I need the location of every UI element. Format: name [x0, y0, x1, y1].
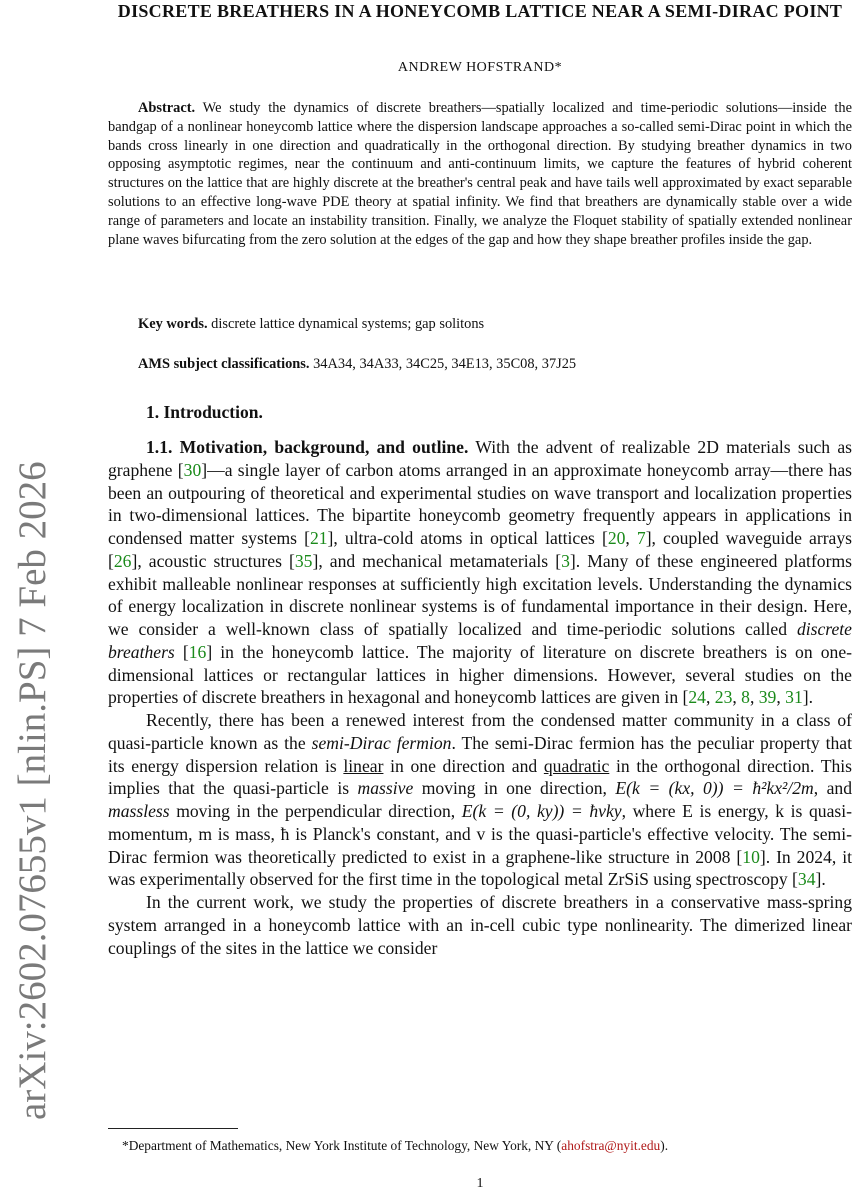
abstract-label: Abstract. — [138, 100, 196, 116]
citation-link[interactable]: 7 — [636, 528, 646, 548]
abstract-text: We study the dynamics of discrete breathers—spatially localized and time-periodic solutions—inside the bandgap of a nonlinear honeycomb lattice where the dispersion landscape approaches a so-called semi-Dirac point in which the bands cross linearly in one direction and quadratically in the orthogonal direction. By studying breather dynamics in two opposing asymptotic regimes, near the continuum and anti-continuum limits, we capture the features of hybrid coherent structures on the lattice that are highly discrete at the breather's central peak and have tails well approximated by exact separable solutions to an effective long-wave PDE theory at spatial infinity. We find that breathers are dynamically stable over a wide range of parameters and locate an instability transition. Finally, we analyze the Floquet stability of spatially extended nonlinear plane waves bifurcating from the zero solution at the edges of the gap and how they shape breather profiles inside the gap. — [108, 100, 852, 248]
page-number: 1 — [476, 1176, 484, 1191]
citation-link[interactable]: 24 — [688, 687, 706, 708]
email-link[interactable]: ahofstra@nyit.edu — [561, 1138, 661, 1153]
subsection-heading: 1.1. Motivation, background, and outline. — [146, 437, 469, 457]
paragraph-2: Recently, there has been a renewed interest from the condensed matter community in a class of quasi-particle known as the semi-Dirac fermion. The semi-Dirac fermion has the peculiar property that its energy dispersion relation is linear in one direction and quadratic in the orthogonal direction. This implies that the quasi-particle is massive moving in one direction, E(k = (kx, 0)) = ħ²kx²/2m, and massless moving in the perpendicular direction, E(k = (0, ky)) = ħvky, where E is energy, k is quasi-momentum, m is mass, ħ is Planck's constant, and v is the quasi-particle's effective velocity. The semi-Dirac fermion was theoretically predicted to exist in a graphene-like structure in 2008 [10]. In 2024, it was experimentally observed for the first time in the topological metal ZrSiS using spectroscopy [34]. — [108, 710, 852, 890]
ams-label: AMS subject classifications. — [138, 356, 310, 372]
footnote: *Department of Mathematics, New York Institute of Technology, New York, NY (ahofstra@nyit.edu). — [122, 1138, 669, 1153]
citation-link[interactable]: 3 — [561, 550, 570, 571]
footnote-rule — [108, 1128, 238, 1129]
citation-link[interactable]: 10 — [742, 846, 760, 867]
keywords-text: discrete lattice dynamical systems; gap solitons — [211, 316, 485, 332]
paragraph-3: In the current work, we study the properties of discrete breathers in a conservative mass-spring system arranged in a honeycomb lattice with an in-cell cubic type nonlinearity. The dimerized linear couplings of the sites in the lattice we consider — [108, 892, 852, 958]
emphasis: massless — [108, 801, 170, 821]
arxiv-stamp-text: arXiv:2602.07655v1 [nlin.PS] 7 Feb 2026 — [11, 461, 54, 1120]
paper-title: DISCRETE BREATHERS IN A HONEYCOMB LATTICE NEAR A SEMI-DIRAC POINT — [117, 1, 843, 21]
citation-link[interactable]: 35 — [294, 550, 313, 571]
author-name: ANDREW HOFSTRAND* — [397, 60, 563, 75]
underlined-word: quadratic — [543, 755, 610, 776]
emphasis: massive — [357, 778, 414, 799]
section-heading: 1. Introduction. — [146, 402, 263, 422]
citation-link[interactable]: 39 — [758, 687, 777, 708]
ams-classifications — [138, 356, 852, 373]
math-expression: E(k = (0, ky)) = ħvky — [461, 801, 622, 821]
citation-link[interactable]: 30 — [183, 459, 202, 480]
underlined-word: linear — [343, 755, 384, 776]
citation-link[interactable]: 26 — [113, 550, 132, 571]
ams-text: 34A34, 34A33, 34C25, 34E13, 35C08, 37J25 — [313, 356, 577, 372]
citation-link[interactable]: 34 — [797, 869, 816, 890]
citation-link[interactable]: 8 — [741, 687, 750, 708]
paragraph-1: 1.1. Motivation, background, and outline. With the advent of realizable 2D materials such as graphene [30]—a single layer of carbon atoms arranged in an approximate honeycomb array—there has been an outpouring of theoretical and experimental studies on wave transport and localization properties in two-dimensional lattices. The bipartite honeycomb geometry frequently appears in applications in condensed matter systems [21], ultra-cold atoms in optical lattices [20, 7], coupled waveguide arrays [26], acoustic structures [35], and mechanical metamaterials [3]. Many of these engineered platforms exhibit malleable nonlinear responses at sufficiently high excitation levels. Understanding the dynamics of energy localization in discrete nonlinear systems is of fundamental importance in their design. Here, we consider a well-known class of spatially localized and time-periodic solutions called discrete breathers [16] in the honeycomb lattice. The majority of literature on discrete breathers is on one-dimensional lattices or rectangular lattices in higher dimensions. However, several studies on the properties of discrete breathers in hexagonal and honeycomb lattices are given in [24, 23, 8, 39, 31]. — [108, 437, 852, 708]
body-text — [108, 436, 852, 959]
citation-link[interactable]: 23 — [714, 687, 733, 708]
emphasis: semi-Dirac fermion — [311, 732, 452, 753]
keywords-label: Key words. — [138, 316, 208, 332]
citation-link[interactable]: 20 — [607, 528, 626, 548]
citation-link[interactable]: 21 — [309, 528, 328, 548]
arxiv-stamp — [2, 110, 64, 1120]
abstract — [108, 99, 852, 249]
math-expression: E(k = (kx, 0)) = ħ²kx²/2m — [615, 778, 814, 799]
citation-link[interactable]: 16 — [188, 641, 207, 662]
emphasis: discrete breathers — [108, 619, 852, 662]
keywords — [138, 316, 852, 333]
citation-link[interactable]: 31 — [785, 687, 803, 708]
